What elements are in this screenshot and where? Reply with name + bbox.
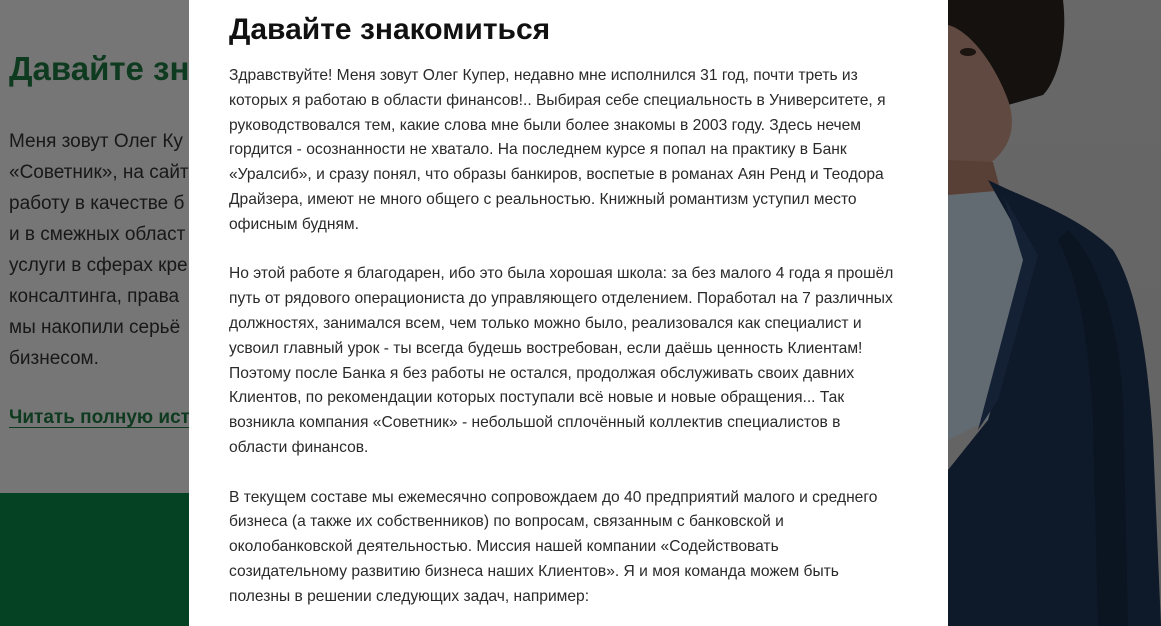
modal-text-line: Клиентов, по рекомендации которых поступали всё новые и новые обращения... Так (229, 389, 845, 407)
modal-body (229, 64, 919, 626)
modal-paragraph (229, 262, 919, 460)
modal-paragraph (229, 486, 919, 610)
modal-text-line: Здравствуйте! Меня зовут Олег Купер, недавно мне исполнился 31 год, почти треть из (229, 67, 858, 84)
modal-text-line: путь от рядового операциониста до управляющего отделением. Поработал на 7 различных (229, 290, 893, 308)
about-modal (189, 0, 948, 626)
modal-text-line: Поэтому после Банка я без работы не остался, продолжая обслуживать своих давних (229, 364, 855, 382)
modal-text-line: полезны в решении следующих задач, например: (229, 587, 590, 605)
modal-text-line: бизнеса (а также их собственников) по вопросам, связанным с банковской и (229, 513, 784, 531)
modal-text-line: возникла компания «Советник» - небольшой сплочённый коллектив специалистов в (229, 414, 841, 432)
modal-text-line: «Уралсиб», и сразу понял, что образы банкиров, воспетые в романах Аян Ренд и Теодора (229, 166, 884, 184)
modal-text-line: офисным будням. (229, 215, 359, 233)
modal-text-line: околобанковской деятельностью. Миссия нашей компании «Содействовать (229, 538, 779, 556)
modal-text-line: Но этой работе я благодарен, ибо это была хорошая школа: за без малого 4 года я прошёл (229, 265, 894, 283)
modal-text-line: усвоил главный урок - ты всегда будешь востребован, если даёшь ценность Клиентам! (229, 339, 863, 357)
modal-text-line: созидательному развитию бизнеса наших Клиентов». Я и моя команда можем быть (229, 562, 839, 580)
modal-text-line: должностях, занимался всем, чем только можно было, реализовался как специалист и (229, 314, 862, 332)
modal-text-line: области финансов. (229, 438, 369, 456)
modal-paragraph (229, 64, 919, 238)
modal-title: Давайте знакомиться (229, 13, 551, 46)
modal-text-line: руководствовался тем, какие слова мне были более знакомы в 2003 году. Здесь нечем (229, 116, 861, 134)
modal-text-line: которых я работаю в области финансов!.. Выбирая себе специальность в Университете, я (229, 91, 886, 109)
modal-text-line: Драйзера, имеют не много общего с реальностью. Книжный романтизм уступил место (229, 190, 857, 208)
modal-text-line: гордится - осознанности не хватало. На последнем курсе я попал на практику в Банк (229, 141, 847, 159)
modal-text-line: В текущем составе мы ежемесячно сопровождаем до 40 предприятий малого и среднего (229, 488, 878, 506)
